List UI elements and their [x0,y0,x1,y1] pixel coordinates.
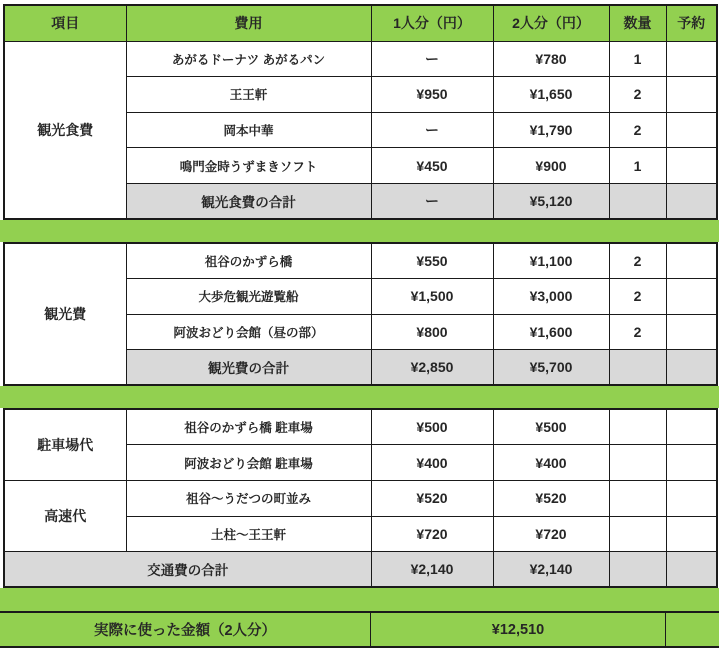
reservation-cell [666,314,717,350]
expense-name-cell: 祖谷のかずら橋 駐車場 [126,409,371,445]
reservation-cell [666,243,717,279]
expense-name-cell: 阿波おどり会館（昼の部） [126,314,371,350]
expense-name-cell: 祖谷～うだつの町並み [126,481,371,517]
category-cell-sightseeing: 観光費 [4,243,126,385]
expense-name-cell: 祖谷のかずら橋 [126,243,371,279]
quantity-cell [609,445,666,481]
per-person-cell: ¥550 [371,243,493,279]
expense-name-cell: 大歩危観光遊覧船 [126,279,371,315]
col-header-quantity: 数量 [609,5,666,41]
subtotal-per-person: ー [371,183,493,219]
quantity-cell [609,481,666,517]
per-person-cell: ¥800 [371,314,493,350]
category-cell-highway: 高速代 [4,481,126,552]
col-header-expense: 費用 [126,5,371,41]
per-person-cell: ¥400 [371,445,493,481]
green-separator-band [0,588,719,611]
expense-name-cell: あがるドーナツ あがるパン [126,41,371,77]
green-separator-band [0,386,719,408]
reservation-cell [666,552,717,588]
subtotal-label: 交通費の合計 [4,552,371,588]
quantity-cell: 2 [609,243,666,279]
grand-total-value: ¥12,510 [370,613,665,646]
quantity-cell [609,516,666,552]
col-header-per-two: 2人分（円） [493,5,609,41]
per-two-cell: ¥720 [493,516,609,552]
expense-name-cell: 王王軒 [126,77,371,113]
col-header-item: 項目 [4,5,126,41]
table-row [4,481,717,517]
table-row [4,41,717,77]
per-person-cell: ー [371,112,493,148]
per-two-cell: ¥1,100 [493,243,609,279]
reservation-cell [666,350,717,386]
reservation-cell [666,481,717,517]
subtotal-per-two: ¥5,120 [493,183,609,219]
per-person-cell: ¥950 [371,77,493,113]
green-separator-band [0,220,719,242]
col-header-per-person: 1人分（円） [371,5,493,41]
subtotal-per-person: ¥2,140 [371,552,493,588]
per-two-cell: ¥900 [493,148,609,184]
reservation-cell [666,112,717,148]
subtotal-label: 観光費の合計 [126,350,371,386]
per-two-cell: ¥3,000 [493,279,609,315]
expense-name-cell: 岡本中華 [126,112,371,148]
subtotal-row-transport [4,552,717,588]
subtotal-per-person: ¥2,850 [371,350,493,386]
expense-name-cell: 阿波おどり会館 駐車場 [126,445,371,481]
reservation-cell [666,279,717,315]
per-two-cell: ¥780 [493,41,609,77]
sightseeing-expense-table [3,242,718,386]
reservation-cell [666,445,717,481]
quantity-cell: 1 [609,41,666,77]
quantity-cell: 2 [609,279,666,315]
subtotal-per-two: ¥2,140 [493,552,609,588]
header-row [4,5,717,41]
quantity-cell [609,350,666,386]
reservation-cell [666,41,717,77]
grand-total-label: 実際に使った金額（2人分） [93,623,277,640]
col-header-reservation: 予約 [666,5,717,41]
expense-name-cell: 土柱～王王軒 [126,516,371,552]
reservation-cell [666,77,717,113]
subtotal-label: 観光食費の合計 [126,183,371,219]
per-person-cell: ¥1,500 [371,279,493,315]
per-two-cell: ¥1,600 [493,314,609,350]
table-row [4,409,717,445]
category-cell-food: 観光食費 [4,41,126,219]
reservation-cell [666,148,717,184]
per-two-cell: ¥400 [493,445,609,481]
reservation-cell [666,516,717,552]
per-two-cell: ¥520 [493,481,609,517]
category-cell-parking: 駐車場代 [4,409,126,480]
quantity-cell [609,552,666,588]
quantity-cell: 2 [609,77,666,113]
transport-expense-table [3,408,718,588]
reservation-cell [666,183,717,219]
quantity-cell [609,183,666,219]
per-person-cell: ー [371,41,493,77]
per-two-cell: ¥500 [493,409,609,445]
per-person-cell: ¥520 [371,481,493,517]
quantity-cell: 1 [609,148,666,184]
grand-total-row [0,611,719,648]
table-row [4,243,717,279]
subtotal-per-two: ¥5,700 [493,350,609,386]
food-expense-table [3,4,718,220]
grand-total-empty-cell [665,613,719,646]
per-person-cell: ¥720 [371,516,493,552]
reservation-cell [666,409,717,445]
per-two-cell: ¥1,650 [493,77,609,113]
quantity-cell: 2 [609,112,666,148]
expense-name-cell: 鳴門金時うずまきソフト [126,148,371,184]
quantity-cell [609,409,666,445]
quantity-cell: 2 [609,314,666,350]
per-person-cell: ¥450 [371,148,493,184]
per-two-cell: ¥1,790 [493,112,609,148]
per-person-cell: ¥500 [371,409,493,445]
